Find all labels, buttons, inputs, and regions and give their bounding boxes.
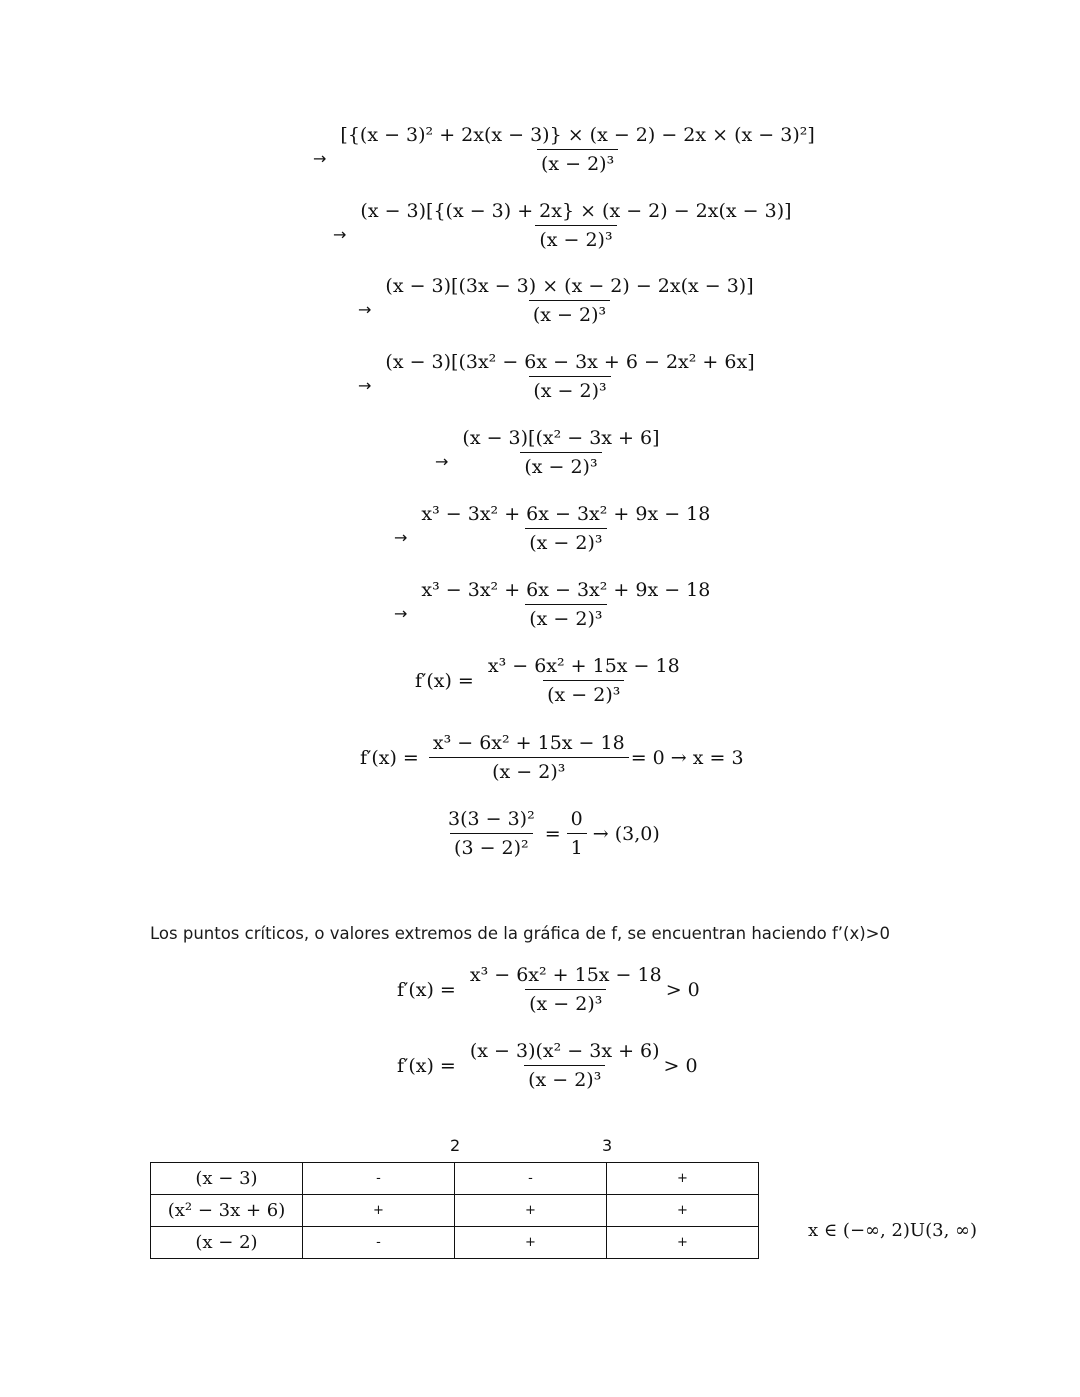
arrow-icon: → bbox=[313, 149, 327, 168]
evaluation-result: → (3,0) bbox=[592, 822, 660, 845]
numerator: x³ − 3x² + 6x − 3x² + 9x − 18 bbox=[421, 503, 711, 525]
factor-cell: (x − 2) bbox=[151, 1227, 303, 1259]
numerator: (x − 3)[(3x² − 6x − 3x + 6 − 2x² + 6x] bbox=[385, 351, 755, 373]
sign-cell: + bbox=[607, 1227, 759, 1259]
zero-rhs: = 0 → x = 3 bbox=[630, 746, 744, 769]
denominator: (x − 2)³ bbox=[537, 149, 618, 175]
derivative-lhs: f′(x) = bbox=[415, 669, 474, 692]
factor-cell: (x² − 3x + 6) bbox=[151, 1195, 303, 1227]
denominator: (x − 2)³ bbox=[525, 528, 606, 554]
sign-cell: + bbox=[607, 1195, 759, 1227]
critical-points-text: Los puntos críticos, o valores extremos de la gráfica de f, se encuentran haciendo f’(x)>0 bbox=[150, 924, 891, 943]
table-row bbox=[151, 1163, 759, 1195]
numerator: (x − 3)[(3x − 3) × (x − 2) − 2x(x − 3)] bbox=[385, 275, 754, 297]
numerator: x³ − 6x² + 15x − 18 bbox=[487, 655, 680, 677]
fraction bbox=[417, 503, 714, 554]
step-3 bbox=[358, 275, 758, 326]
derivative-equation bbox=[415, 655, 684, 706]
arrow-icon: → bbox=[333, 225, 347, 244]
sign-cell: - bbox=[303, 1163, 455, 1195]
denominator: (x − 2)³ bbox=[529, 300, 610, 326]
fraction bbox=[429, 732, 629, 783]
zero-equation bbox=[360, 732, 744, 783]
zero-lhs: f′(x) = bbox=[360, 746, 419, 769]
denominator: (x − 2)³ bbox=[535, 225, 616, 251]
step-1 bbox=[313, 124, 819, 175]
numerator: 0 bbox=[570, 808, 583, 830]
inequality-2 bbox=[397, 1040, 698, 1091]
numerator: (x − 3)[(x² − 3x + 6] bbox=[462, 427, 660, 449]
table-row bbox=[151, 1195, 759, 1227]
denominator: (3 − 2)² bbox=[450, 833, 533, 859]
inequality-rhs: > 0 bbox=[665, 978, 700, 1001]
inequality-1 bbox=[397, 964, 700, 1015]
numerator: x³ − 6x² + 15x − 18 bbox=[469, 964, 662, 986]
denominator: (x − 2)³ bbox=[529, 376, 610, 402]
table-row bbox=[151, 1227, 759, 1259]
arrow-icon: → bbox=[435, 452, 449, 471]
inequality-lhs: f′(x) = bbox=[397, 978, 456, 1001]
step-7 bbox=[394, 579, 714, 630]
solution-set: x ∈ (−∞, 2)U(3, ∞) bbox=[808, 1220, 978, 1241]
fraction bbox=[466, 964, 666, 1015]
arrow-icon: → bbox=[358, 376, 372, 395]
numerator: x³ − 3x² + 6x − 3x² + 9x − 18 bbox=[421, 579, 711, 601]
fraction bbox=[381, 275, 757, 326]
sign-table bbox=[150, 1162, 759, 1259]
numerator: 3(3 − 3)² bbox=[448, 808, 535, 830]
numerator: [{(x − 3)² + 2x(x − 3)} × (x − 2) − 2x × (x − 3)²] bbox=[340, 124, 815, 146]
sign-cell: - bbox=[303, 1227, 455, 1259]
step-4 bbox=[358, 351, 759, 402]
critical-point-3: 3 bbox=[602, 1136, 613, 1155]
arrow-icon: → bbox=[358, 300, 372, 319]
fraction bbox=[444, 808, 539, 859]
numerator: x³ − 6x² + 15x − 18 bbox=[432, 732, 625, 754]
denominator: 1 bbox=[567, 833, 587, 859]
inequality-rhs: > 0 bbox=[663, 1054, 698, 1077]
numerator: (x − 3)[{(x − 3) + 2x} × (x − 2) − 2x(x − 3)] bbox=[360, 200, 792, 222]
step-6 bbox=[394, 503, 714, 554]
numerator: (x − 3)(x² − 3x + 6) bbox=[469, 1040, 660, 1062]
fraction bbox=[417, 579, 714, 630]
fraction bbox=[458, 427, 663, 478]
denominator: (x − 2)³ bbox=[525, 989, 606, 1015]
denominator: (x − 2)³ bbox=[520, 452, 601, 478]
equals-sign: = bbox=[544, 822, 561, 845]
evaluation bbox=[444, 808, 660, 859]
denominator: (x − 2)³ bbox=[543, 680, 624, 706]
sign-cell: + bbox=[455, 1195, 607, 1227]
denominator: (x − 2)³ bbox=[429, 757, 629, 783]
step-2 bbox=[333, 200, 796, 251]
fraction bbox=[484, 655, 684, 706]
step-5 bbox=[435, 427, 664, 478]
fraction bbox=[356, 200, 795, 251]
arrow-icon: → bbox=[394, 528, 408, 547]
denominator: (x − 2)³ bbox=[525, 604, 606, 630]
fraction bbox=[466, 1040, 664, 1091]
inequality-lhs: f′(x) = bbox=[397, 1054, 456, 1077]
fraction bbox=[381, 351, 758, 402]
arrow-icon: → bbox=[394, 604, 408, 623]
sign-cell: + bbox=[607, 1163, 759, 1195]
denominator: (x − 2)³ bbox=[524, 1065, 605, 1091]
sign-cell: + bbox=[455, 1227, 607, 1259]
sign-cell: - bbox=[455, 1163, 607, 1195]
factor-cell: (x − 3) bbox=[151, 1163, 303, 1195]
fraction bbox=[567, 808, 587, 859]
critical-point-2: 2 bbox=[450, 1136, 461, 1155]
fraction bbox=[336, 124, 818, 175]
sign-cell: + bbox=[303, 1195, 455, 1227]
